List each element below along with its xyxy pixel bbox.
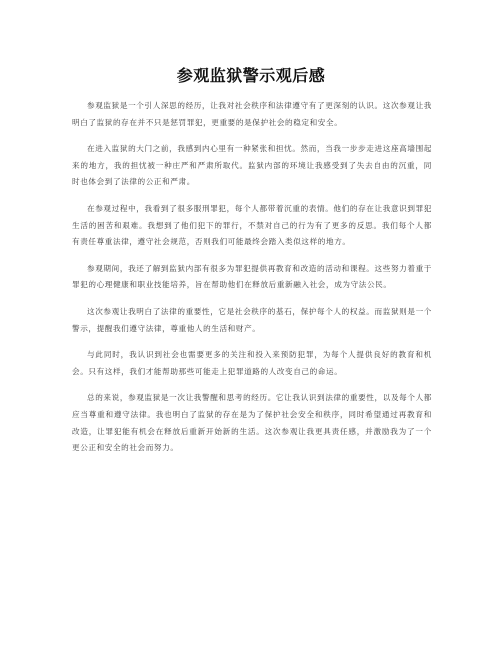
paragraph: 参观监狱是一个引人深思的经历，让我对社会秩序和法律遵守有了更深刻的认识。这次参观让我明白了监狱的存在并不只是惩罚罪犯，更重要的是保护社会的稳定和安全。 [72, 101, 432, 127]
page-title: 参观监狱警示观后感 [176, 66, 326, 85]
paragraph: 在进入监狱的大门之前，我感到内心里有一种紧张和担忧。然而，当我一步步走进这座高墙围起来的地方，我的担忧被一种庄严和严肃所取代。监狱内部的环境让我感受到了失去自由的沉重，同时也体会到了法律的公正和严肃。 [72, 144, 432, 187]
paragraph: 总的来说，参观监狱是一次让我警醒和思考的经历。它让我认识到法律的重要性，以及每个人都应当尊重和遵守法律。我也明白了监狱的存在是为了保护社会安全和秩序，同时希望通过再教育和改造，让罪犯能有机会在释放后重新开始新的生活。这次参观让我更具责任感，并激励我为了一个更公正和安全的社会而努力。 [72, 393, 432, 453]
paragraph: 参观期间，我还了解到监狱内部有很多为罪犯提供再教育和改造的活动和课程。这些努力着重于罪犯的心理健康和职业技能培养，旨在帮助他们在释放后重新融入社会，成为守法公民。 [72, 263, 432, 290]
paragraph: 与此同时，我认识到社会也需要更多的关注和投入来预防犯罪，为每个人提供良好的教育和机会。只有这样，我们才能帮助那些可能走上犯罪道路的人改变自己的命运。 [72, 350, 432, 376]
paragraph: 在参观过程中，我看到了很多服刑罪犯，每个人都带着沉重的表情。他们的存在让我意识到罪犯生活的困苦和艰难。我想到了他们犯下的罪行，不禁对自己的行为有了更多的反思。我们每个人都有责任尊重法律，遵守社会规范，否则我们可能最终会踏入类似这样的地方。 [72, 203, 432, 247]
paragraph: 这次参观让我明白了法律的重要性，它是社会秩序的基石，保护每个人的权益。而监狱则是一个警示，提醒我们遵守法律，尊重他人的生活和财产。 [72, 306, 432, 333]
document-body [72, 98, 432, 467]
